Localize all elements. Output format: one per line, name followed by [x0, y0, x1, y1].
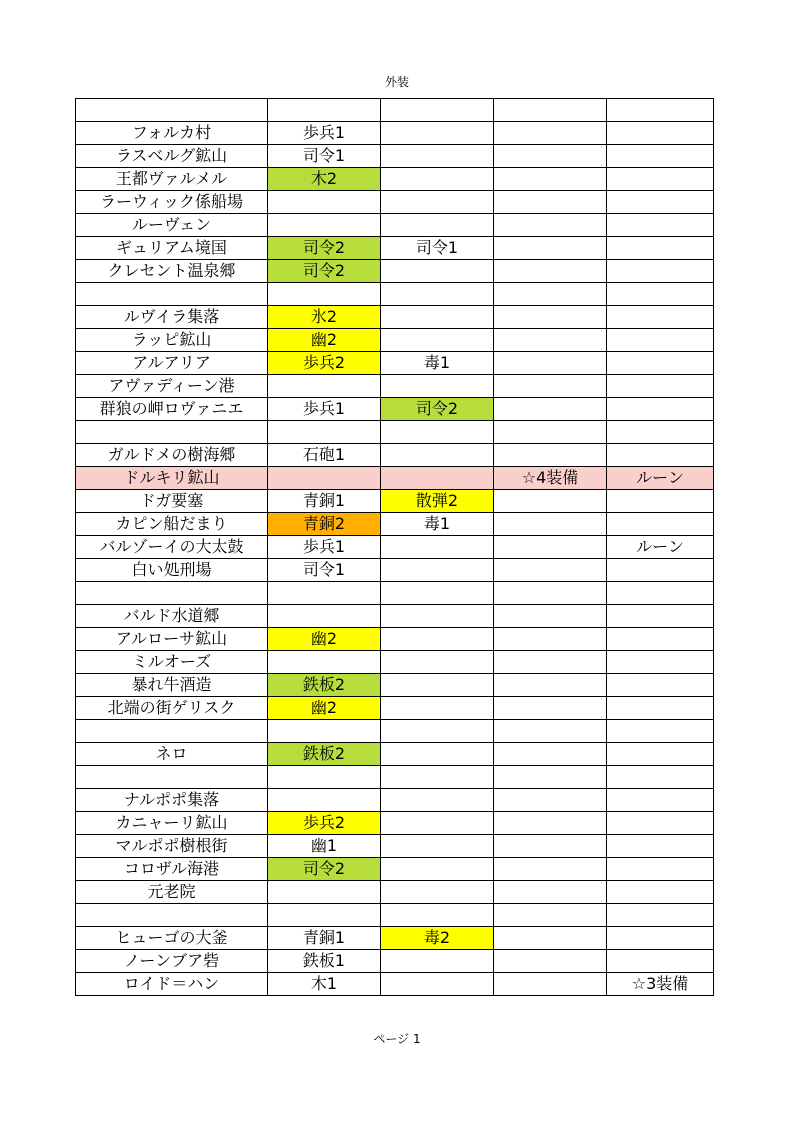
equipment-cell: 木1: [268, 973, 381, 996]
equipment-cell: [607, 766, 714, 789]
table-row: [76, 99, 714, 122]
location-name-cell: 白い処刑場: [76, 559, 268, 582]
equipment-cell: 司令1: [268, 559, 381, 582]
equipment-cell: [607, 674, 714, 697]
location-name-cell: [76, 720, 268, 743]
table-row: [76, 421, 714, 444]
equipment-cell: [607, 743, 714, 766]
equipment-cell: [607, 444, 714, 467]
equipment-cell: [607, 398, 714, 421]
equipment-cell: [607, 283, 714, 306]
equipment-cell: [607, 881, 714, 904]
table-row: [76, 306, 714, 329]
equipment-cell: [381, 375, 494, 398]
table-row: [76, 444, 714, 467]
location-name-cell: クレセント温泉郷: [76, 260, 268, 283]
location-name-cell: ヒューゴの大釜: [76, 927, 268, 950]
equipment-cell: [381, 973, 494, 996]
table-row: [76, 352, 714, 375]
equipment-cell: [494, 398, 607, 421]
equipment-cell: 鉄板2: [268, 743, 381, 766]
equipment-cell: [607, 720, 714, 743]
equipment-cell: [381, 605, 494, 628]
equipment-cell: [607, 927, 714, 950]
table-row: [76, 536, 714, 559]
equipment-cell: 石砲1: [268, 444, 381, 467]
equipment-cell: [268, 214, 381, 237]
equipment-cell: [494, 559, 607, 582]
equipment-cell: [381, 467, 494, 490]
equipment-cell: 鉄板2: [268, 674, 381, 697]
equipment-cell: [381, 743, 494, 766]
equipment-cell: [381, 674, 494, 697]
location-name-cell: ミルオーズ: [76, 651, 268, 674]
equipment-cell: [381, 789, 494, 812]
table-row: [76, 881, 714, 904]
location-name-cell: [76, 99, 268, 122]
table-row: [76, 697, 714, 720]
equipment-cell: [381, 559, 494, 582]
equipment-cell: 木2: [268, 168, 381, 191]
equipment-cell: [607, 835, 714, 858]
equipment-cell: [607, 812, 714, 835]
equipment-cell: [381, 812, 494, 835]
equipment-cell: [381, 191, 494, 214]
equipment-cell: [268, 766, 381, 789]
table-row: [76, 145, 714, 168]
table-row: [76, 329, 714, 352]
table-row: [76, 283, 714, 306]
equipment-cell: [494, 789, 607, 812]
table-row: [76, 214, 714, 237]
equipment-cell: 歩兵2: [268, 812, 381, 835]
equipment-cell: 司令2: [268, 237, 381, 260]
location-name-cell: アルアリア: [76, 352, 268, 375]
location-name-cell: フォルカ村: [76, 122, 268, 145]
equipment-cell: [494, 697, 607, 720]
equipment-cell: [381, 145, 494, 168]
equipment-cell: [607, 306, 714, 329]
equipment-cell: ルーン: [607, 536, 714, 559]
equipment-cell: [381, 651, 494, 674]
table-row: [76, 490, 714, 513]
table-row: [76, 122, 714, 145]
location-name-cell: アヴァディーン港: [76, 375, 268, 398]
equipment-cell: [268, 789, 381, 812]
location-name-cell: ラーウィック係船場: [76, 191, 268, 214]
equipment-cell: [268, 651, 381, 674]
table-row: [76, 237, 714, 260]
equipment-cell: [381, 260, 494, 283]
equipment-cell: 幽2: [268, 697, 381, 720]
table-row: [76, 927, 714, 950]
equipment-cell: [494, 306, 607, 329]
equipment-cell: [381, 881, 494, 904]
table-row: [76, 513, 714, 536]
table-row: [76, 605, 714, 628]
table-row: [76, 743, 714, 766]
equipment-cell: [607, 375, 714, 398]
equipment-cell: 司令1: [381, 237, 494, 260]
equipment-cell: [494, 329, 607, 352]
location-name-cell: 群狼の岬ロヴァニエ: [76, 398, 268, 421]
equipment-cell: [494, 283, 607, 306]
equipment-cell: [494, 881, 607, 904]
equipment-cell: [494, 513, 607, 536]
equipment-cell: 幽1: [268, 835, 381, 858]
equipment-cell: [381, 904, 494, 927]
equipment-cell: 司令2: [268, 260, 381, 283]
equipment-cell: 散弾2: [381, 490, 494, 513]
location-name-cell: 元老院: [76, 881, 268, 904]
table-row: [76, 766, 714, 789]
table-row: [76, 950, 714, 973]
location-name-cell: 北端の街ゲリスク: [76, 697, 268, 720]
equipment-cell: [381, 697, 494, 720]
table-row: [76, 467, 714, 490]
equipment-cell: [607, 651, 714, 674]
equipment-cell: [607, 99, 714, 122]
equipment-cell: [381, 858, 494, 881]
equipment-cell: [607, 490, 714, 513]
equipment-cell: [607, 950, 714, 973]
equipment-cell: 司令2: [381, 398, 494, 421]
equipment-cell: [494, 536, 607, 559]
equipment-cell: [268, 467, 381, 490]
location-name-cell: アルローサ鉱山: [76, 628, 268, 651]
equipment-cell: [494, 582, 607, 605]
equipment-cell: 毒1: [381, 513, 494, 536]
equipment-cell: 毒2: [381, 927, 494, 950]
equipment-cell: [381, 283, 494, 306]
equipment-cell: [268, 720, 381, 743]
location-name-cell: ラスベルグ鉱山: [76, 145, 268, 168]
equipment-cell: 司令2: [268, 858, 381, 881]
equipment-cell: [381, 99, 494, 122]
equipment-cell: [381, 122, 494, 145]
table-row: [76, 835, 714, 858]
equipment-cell: [607, 904, 714, 927]
table-row: [76, 168, 714, 191]
location-name-cell: [76, 766, 268, 789]
location-name-cell: カピン船だまり: [76, 513, 268, 536]
equipment-cell: [494, 904, 607, 927]
equipment-cell: [268, 582, 381, 605]
equipment-cell: [494, 375, 607, 398]
equipment-cell: [607, 628, 714, 651]
location-name-cell: カニャーリ鉱山: [76, 812, 268, 835]
table-row: [76, 812, 714, 835]
equipment-cell: [494, 605, 607, 628]
equipment-cell: [494, 191, 607, 214]
equipment-cell: [494, 214, 607, 237]
location-name-cell: ルヴイラ集落: [76, 306, 268, 329]
equipment-cell: [494, 490, 607, 513]
equipment-cell: [607, 858, 714, 881]
equipment-cell: [494, 168, 607, 191]
location-name-cell: [76, 582, 268, 605]
equipment-cell: ☆3装備: [607, 973, 714, 996]
equipment-cell: [381, 720, 494, 743]
equipment-cell: 司令1: [268, 145, 381, 168]
equipment-cell: [381, 628, 494, 651]
equipment-cell: 青銅1: [268, 927, 381, 950]
equipment-cell: 幽2: [268, 628, 381, 651]
table-row: [76, 904, 714, 927]
spreadsheet-table: [75, 98, 714, 996]
equipment-cell: [494, 720, 607, 743]
equipment-cell: [381, 835, 494, 858]
equipment-cell: [494, 237, 607, 260]
location-name-cell: ギュリアム境国: [76, 237, 268, 260]
equipment-cell: [494, 352, 607, 375]
equipment-cell: 歩兵1: [268, 398, 381, 421]
location-name-cell: ロイド＝ハン: [76, 973, 268, 996]
location-name-cell: ガルドメの樹海郷: [76, 444, 268, 467]
equipment-cell: [381, 168, 494, 191]
equipment-cell: [494, 651, 607, 674]
equipment-cell: [381, 306, 494, 329]
equipment-cell: [381, 421, 494, 444]
location-name-cell: ラッピ鉱山: [76, 329, 268, 352]
page-footer: ページ 1: [373, 1032, 421, 1046]
table-row: [76, 628, 714, 651]
location-name-cell: バルド水道郷: [76, 605, 268, 628]
equipment-cell: [494, 927, 607, 950]
equipment-cell: [381, 444, 494, 467]
equipment-cell: [381, 766, 494, 789]
equipment-cell: [381, 950, 494, 973]
equipment-cell: 幽2: [268, 329, 381, 352]
table-row: [76, 191, 714, 214]
location-name-cell: [76, 283, 268, 306]
equipment-cell: [494, 973, 607, 996]
equipment-cell: [607, 145, 714, 168]
location-name-cell: 王都ヴァルメル: [76, 168, 268, 191]
equipment-cell: [268, 904, 381, 927]
location-name-cell: ネロ: [76, 743, 268, 766]
equipment-cell: [607, 191, 714, 214]
equipment-cell: [381, 536, 494, 559]
table-row: [76, 720, 714, 743]
table-row: [76, 375, 714, 398]
equipment-cell: 歩兵1: [268, 122, 381, 145]
equipment-cell: [607, 214, 714, 237]
location-name-cell: 暴れ牛酒造: [76, 674, 268, 697]
location-name-cell: マルポポ樹根街: [76, 835, 268, 858]
location-name-cell: [76, 904, 268, 927]
equipment-cell: [494, 444, 607, 467]
equipment-cell: [381, 214, 494, 237]
equipment-cell: [607, 789, 714, 812]
location-name-cell: ドルキリ鉱山: [76, 467, 268, 490]
equipment-cell: [268, 99, 381, 122]
equipment-cell: 氷2: [268, 306, 381, 329]
equipment-cell: 歩兵2: [268, 352, 381, 375]
equipment-cell: [268, 375, 381, 398]
location-name-cell: バルゾーイの大太鼓: [76, 536, 268, 559]
equipment-cell: [494, 858, 607, 881]
table-row: [76, 260, 714, 283]
equipment-cell: [607, 421, 714, 444]
equipment-cell: 青銅1: [268, 490, 381, 513]
equipment-cell: [607, 513, 714, 536]
equipment-cell: [494, 260, 607, 283]
equipment-cell: [607, 122, 714, 145]
equipment-cell: [268, 283, 381, 306]
equipment-cell: [494, 99, 607, 122]
location-name-cell: ドガ要塞: [76, 490, 268, 513]
equipment-cell: [607, 237, 714, 260]
equipment-cell: [607, 559, 714, 582]
location-name-cell: ルーヴェン: [76, 214, 268, 237]
equipment-cell: [494, 145, 607, 168]
equipment-cell: [494, 766, 607, 789]
equipment-cell: 歩兵1: [268, 536, 381, 559]
equipment-cell: [381, 582, 494, 605]
equipment-cell: 毒1: [381, 352, 494, 375]
equipment-cell: [607, 605, 714, 628]
page-header: 外装: [384, 75, 409, 89]
location-name-cell: コロザル海港: [76, 858, 268, 881]
equipment-cell: [607, 329, 714, 352]
table-row: [76, 651, 714, 674]
equipment-cell: [607, 168, 714, 191]
table-body: [76, 99, 714, 996]
equipment-cell: [381, 329, 494, 352]
table-row: [76, 559, 714, 582]
equipment-cell: [607, 260, 714, 283]
equipment-cell: [607, 352, 714, 375]
location-name-cell: ノーンブア砦: [76, 950, 268, 973]
table-row: [76, 789, 714, 812]
equipment-cell: [494, 674, 607, 697]
equipment-cell: 鉄板1: [268, 950, 381, 973]
location-name-cell: [76, 421, 268, 444]
location-name-cell: ナルポポ集落: [76, 789, 268, 812]
equipment-cell: [494, 628, 607, 651]
equipment-cell: 青銅2: [268, 513, 381, 536]
equipment-cell: [268, 421, 381, 444]
equipment-cell: [268, 881, 381, 904]
equipment-cell: [268, 191, 381, 214]
table-row: [76, 973, 714, 996]
equipment-cell: [607, 697, 714, 720]
equipment-cell: [494, 743, 607, 766]
equipment-cell: [494, 421, 607, 444]
table-row: [76, 674, 714, 697]
equipment-cell: [494, 835, 607, 858]
equipment-cell: ルーン: [607, 467, 714, 490]
table-row: [76, 398, 714, 421]
equipment-cell: [607, 582, 714, 605]
equipment-cell: [494, 950, 607, 973]
equipment-cell: [494, 812, 607, 835]
table-row: [76, 582, 714, 605]
equipment-cell: [494, 122, 607, 145]
equipment-cell: ☆4装備: [494, 467, 607, 490]
table-row: [76, 858, 714, 881]
equipment-cell: [268, 605, 381, 628]
